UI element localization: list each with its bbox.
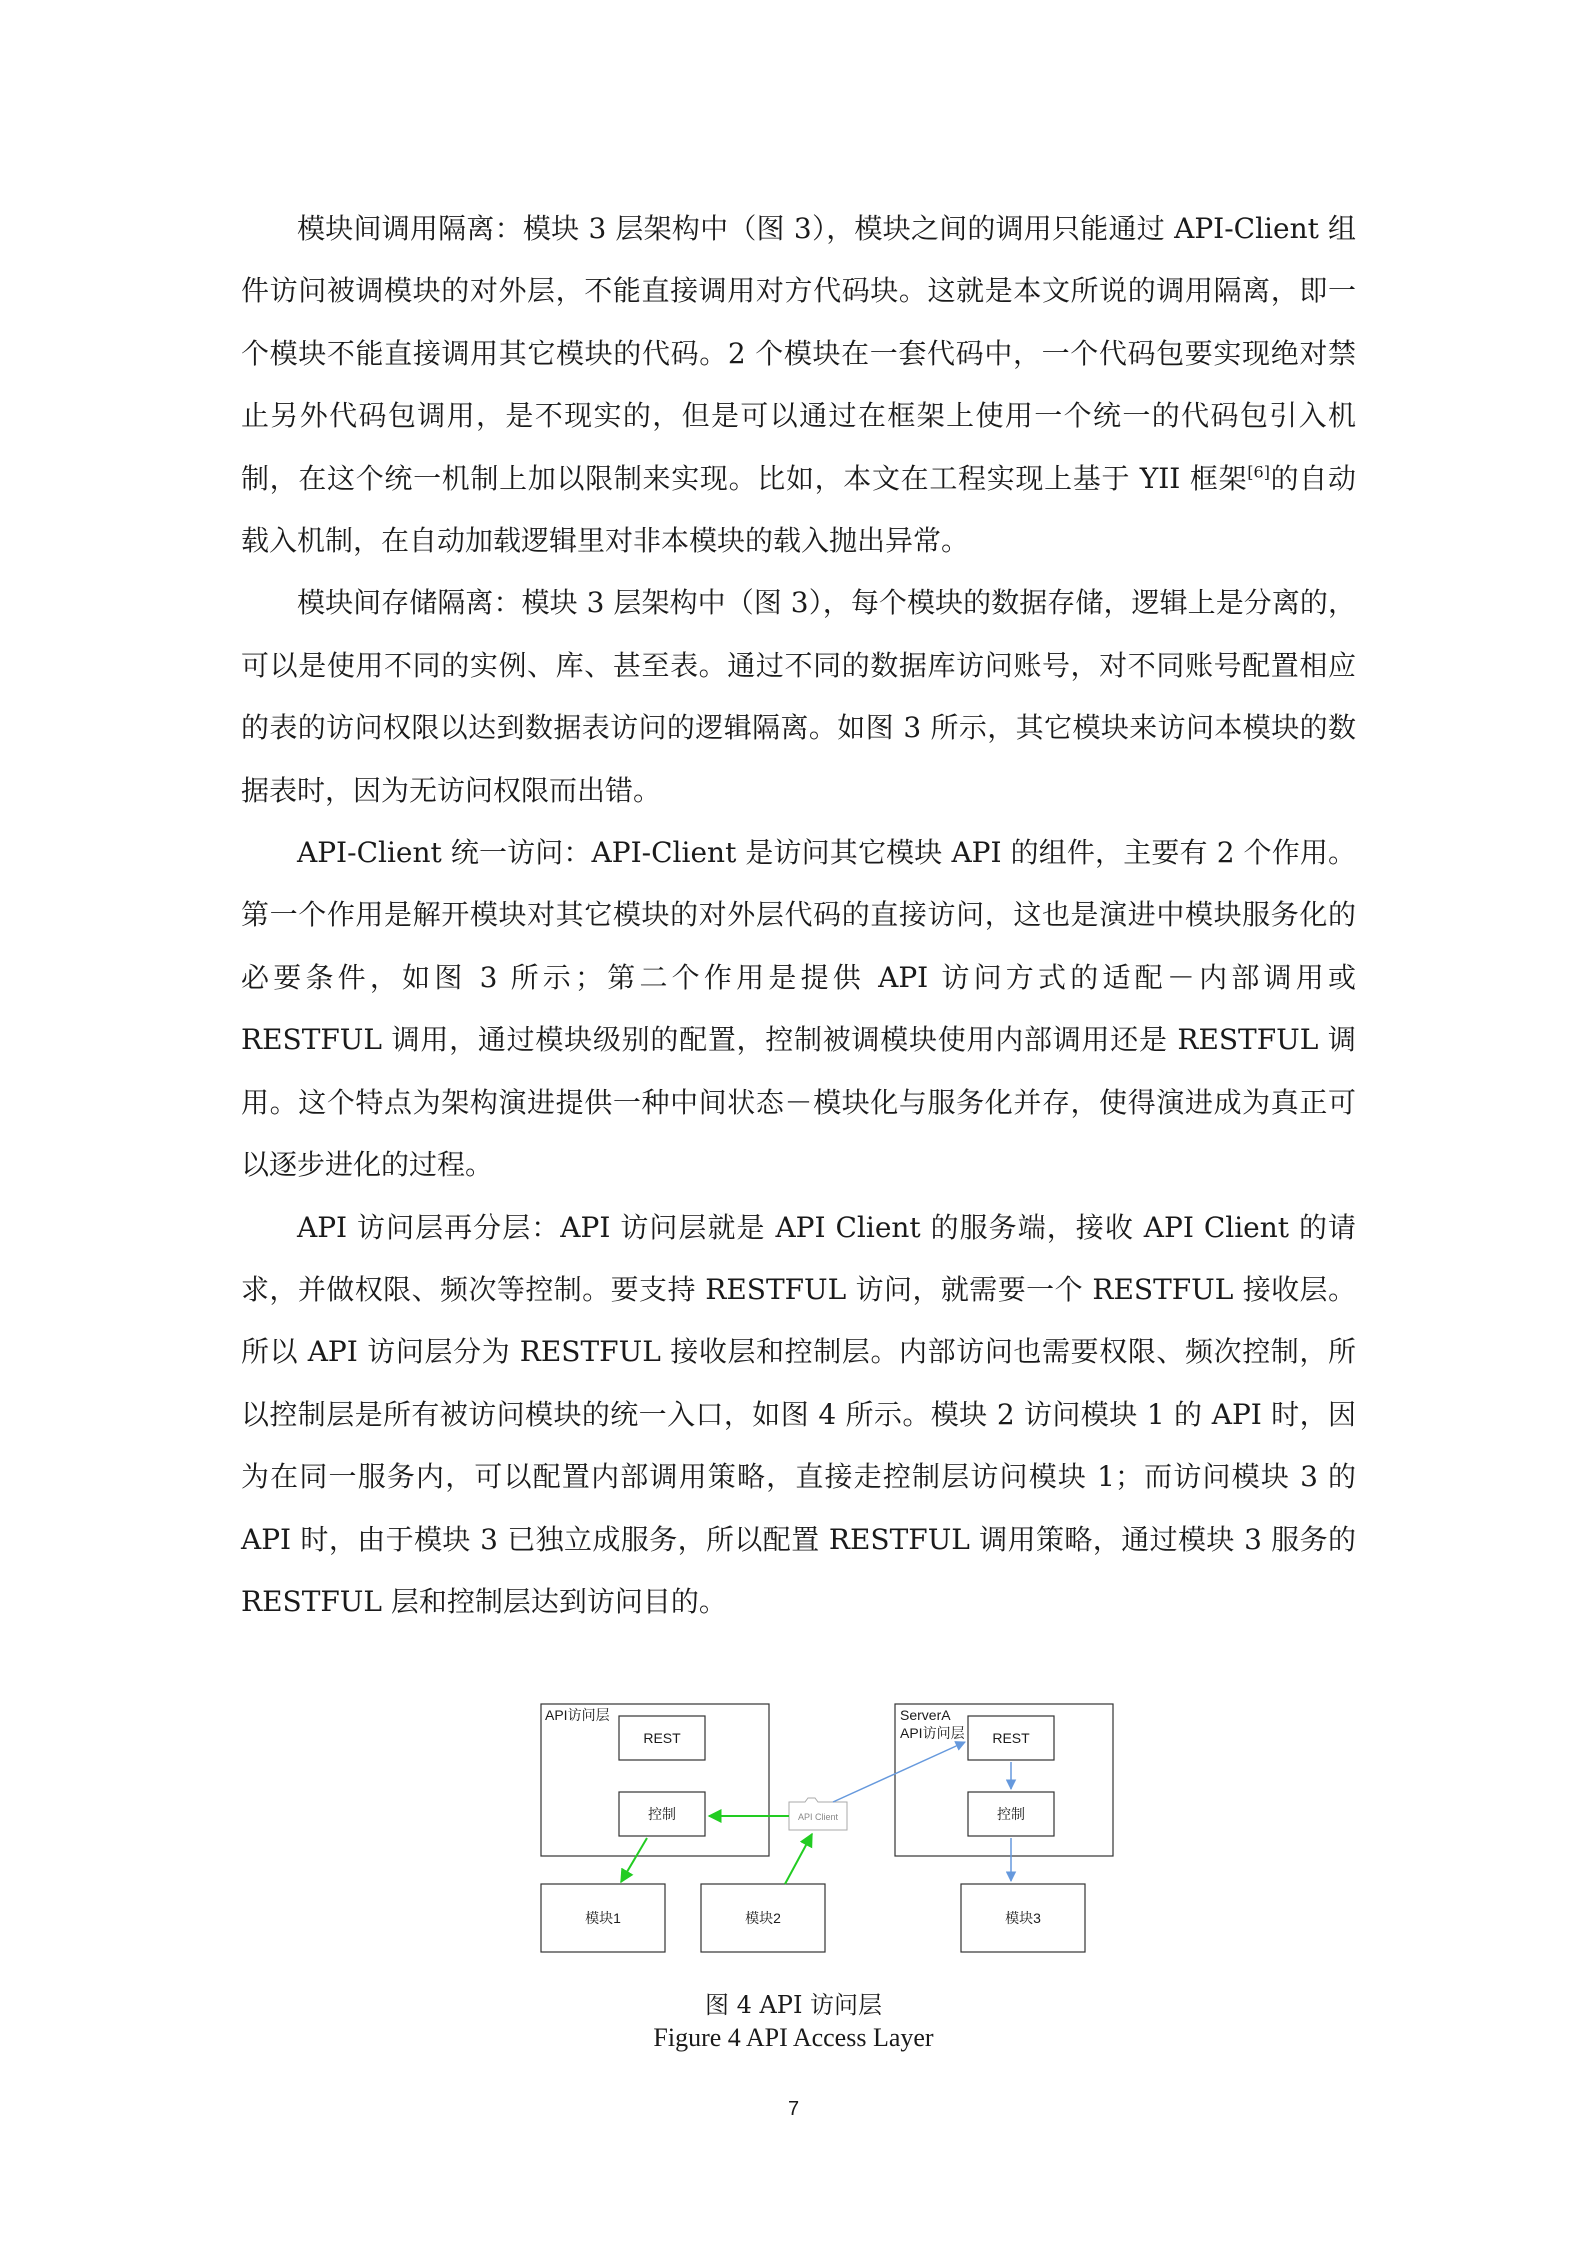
module-2-label: 模块2 xyxy=(745,1910,781,1926)
arrow-module2-to-apiclient xyxy=(785,1834,812,1884)
paragraph-text: 模块间调用隔离：模块 3 层架构中（图 3），模块之间的调用只能通过 API-Client 组件访问被调模块的对外层，不能直接调用对方代码块。这就是本文所说的调用隔离，即一个模块不能直接调用其它模块的代码。2 个模块在一套代码中，一个代码包要实现绝对禁止另外代码包调用，是不现实的，但是可以通过在框架上使用一个统一的代码包引入机制，在这个统一机制上加以限制来实现。比如，本文在工程实现上基于 YII 框架 xyxy=(241,212,1356,495)
rest-label-right: REST xyxy=(992,1730,1030,1746)
paragraph-call-isolation xyxy=(241,198,1356,572)
control-label-left: 控制 xyxy=(648,1806,676,1822)
figure-caption-cn: 图 4 API 访问层 xyxy=(704,1991,883,2019)
paragraph-storage-isolation: 模块间存储隔离：模块 3 层架构中（图 3），每个模块的数据存储，逻辑上是分离的，可以是使用不同的实例、库、甚至表。通过不同的数据库访问账号，对不同账号配置相应的表的访问权限以达到数据表访问的逻辑隔离。如图 3 所示，其它模块来访问本模块的数据表时，因为无访问权限而出错。 xyxy=(241,586,1356,807)
api-client-label: API Client xyxy=(797,1812,839,1822)
paragraph-api-client: API-Client 统一访问：API-Client 是访问其它模块 API 的组件，主要有 2 个作用。第一个作用是解开模块对其它模块的对外层代码的直接访问，这也是演进中模块服务化的必要条件，如图 3 所示；第二个作用是提供 API 访问方式的适配－内部调用或 RESTFUL 调用，通过模块级别的配置，控制被调模块使用内部调用还是 RESTFUL 调用。这个特点为架构演进提供一种中间状态－模块化与服务化并存，使得演进成为真正可以逐步进化的过程。 xyxy=(241,836,1356,1182)
rest-label-left: REST xyxy=(643,1730,681,1746)
citation: [6] xyxy=(1247,462,1270,482)
paragraph-api-layer: API 访问层再分层：API 访问层就是 API Client 的服务端，接收 API Client 的请求，并做权限、频次等控制。要支持 RESTFUL 访问，就需要一个 RESTFUL 接收层。所以 API 访问层分为 RESTFUL 接收层和控制层。内部访问也需要权限、频次控制，所以控制层是所有被访问模块的统一入口，如图 4 所示。模块 2 访问模块 1 的 API 时，因为在同一服务内，可以配置内部调用策略，直接走控制层访问模块 1；而访问模块 3 的 API 时，由于模块 3 已独立成服务，所以配置 RESTFUL 调用策略，通过模块 3 服务的 RESTFUL 层和控制层达到访问目的。 xyxy=(241,1210,1356,1618)
arrow-apiclient-to-rest-right xyxy=(833,1742,965,1802)
architecture-diagram xyxy=(537,1700,1117,1968)
control-label-right: 控制 xyxy=(997,1806,1025,1822)
right-container-label-layer: API访问层 xyxy=(900,1725,965,1741)
figure-caption-en: Figure 4 API Access Layer xyxy=(653,2023,934,2052)
module-3-label: 模块3 xyxy=(1005,1910,1041,1926)
module-1-label: 模块1 xyxy=(585,1910,621,1926)
paragraph-text-continued: 的自动载入机制，在自动加载逻辑里对非本模块的载入抛出异常。 xyxy=(241,461,1356,558)
left-container-label: API访问层 xyxy=(545,1707,610,1723)
body-text xyxy=(241,198,1356,1633)
right-container-label-server: ServerA xyxy=(900,1707,951,1723)
figure-api-access-layer xyxy=(537,1700,1117,1968)
page-number: 7 xyxy=(787,2098,800,2120)
arrow-control-left-to-module1 xyxy=(621,1838,647,1882)
